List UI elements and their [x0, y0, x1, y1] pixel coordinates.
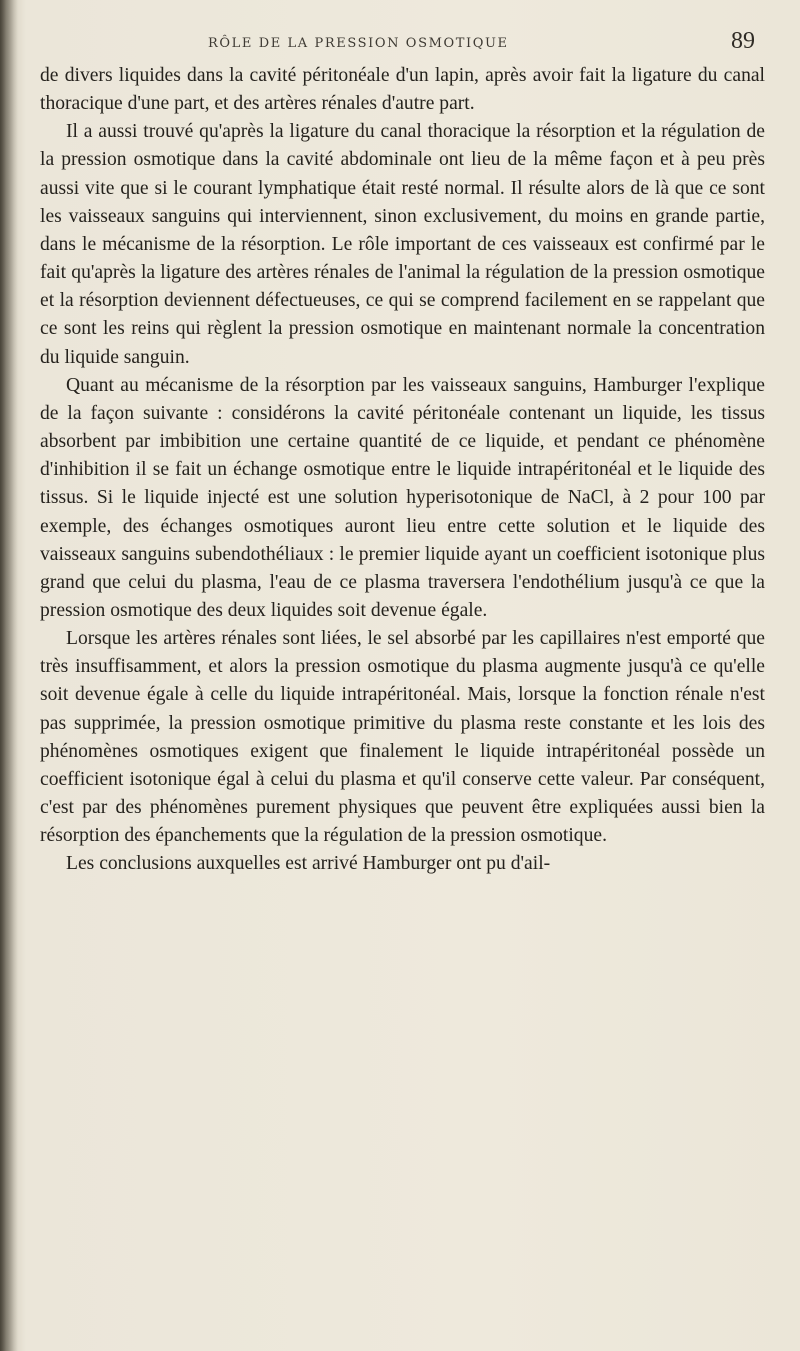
page-number: 89: [731, 28, 755, 54]
running-header-title: RÔLE DE LA PRESSION OSMOTIQUE: [208, 36, 509, 51]
body-text: [40, 62, 765, 879]
paragraph-renal-arteries: Lorsque les artères rénales sont liées, le sel absorbé par les capillaires n'est emporté que très insuffisamment, et alors la pression osmotique du plasma augmente jusqu'à ce qu'elle soit devenue égale à celle du liquide intrapéritonéal. Mais, lorsque la fonction rénale n'est pas supprimée, la pression osmotique primitive du plasma reste constante et les lois des phénomènes osmotiques exigent que finalement le liquide intrapéritonéal possède un coefficient isotonique égal à celui du plasma et qu'il conserve cette valeur. Par conséquent, c'est par des phénomènes purement physiques que peuvent être expliquées aussi bien la résorption des épanchements que la régulation de la pression osmotique.: [40, 628, 765, 847]
binding-gutter-shadow: [0, 0, 18, 1351]
paragraph-resorption-mechanism: Quant au mécanisme de la résorption par les vaisseaux sanguins, Hamburger l'explique de la façon suivante : considérons la cavité péritonéale contenant un liquide, les tissus absorbent par imbibition une certaine quantité de ce liquide, et pendant ce phénomène d'inhibition il se fait un échange osmotique entre le liquide intrapéritonéal et le liquide des tissus. Si le liquide injecté est une solution hyperisotonique de NaCl, à 2 pour 100 par exemple, des échanges osmotiques auront lieu entre cette solution et le liquide des vaisseaux sanguins subendothéliaux : le premier liquide ayant un coefficient isotonique plus grand que celui du plasma, l'eau de ce plasma traversera l'endothélium jusqu'à ce que la pression osmotique des deux liquides soit devenue égale.: [40, 374, 765, 621]
paragraph-continuation: de divers liquides dans la cavité péritonéale d'un lapin, après avoir fait la ligature du canal thoracique d'une part, et des artères rénales d'autre part.: [40, 65, 765, 115]
paragraph-conclusions: Les conclusions auxquelles est arrivé Hamburger ont pu d'ail-: [66, 853, 551, 875]
paragraph-thoracic-ligature: Il a aussi trouvé qu'après la ligature du canal thoracique la résorption et la régulation de la pression osmotique dans la cavité abdominale ont lieu de la même façon et à peu près aussi vite que si le courant lymphatique était resté normal. Il résulte alors de là que ce sont les vaisseaux sanguins qui interviennent, sinon exclusivement, du moins en grande partie, dans le mécanisme de la résorption. Le rôle important de ces vaisseaux est confirmé par le fait qu'après la ligature des artères rénales de l'animal la régulation de la pression osmotique et la résorption deviennent défectueuses, ce qui se comprend facilement en se rappelant que ce sont les reins qui règlent la pression osmotique en maintenant normale la concentration du liquide sanguin.: [40, 121, 765, 368]
